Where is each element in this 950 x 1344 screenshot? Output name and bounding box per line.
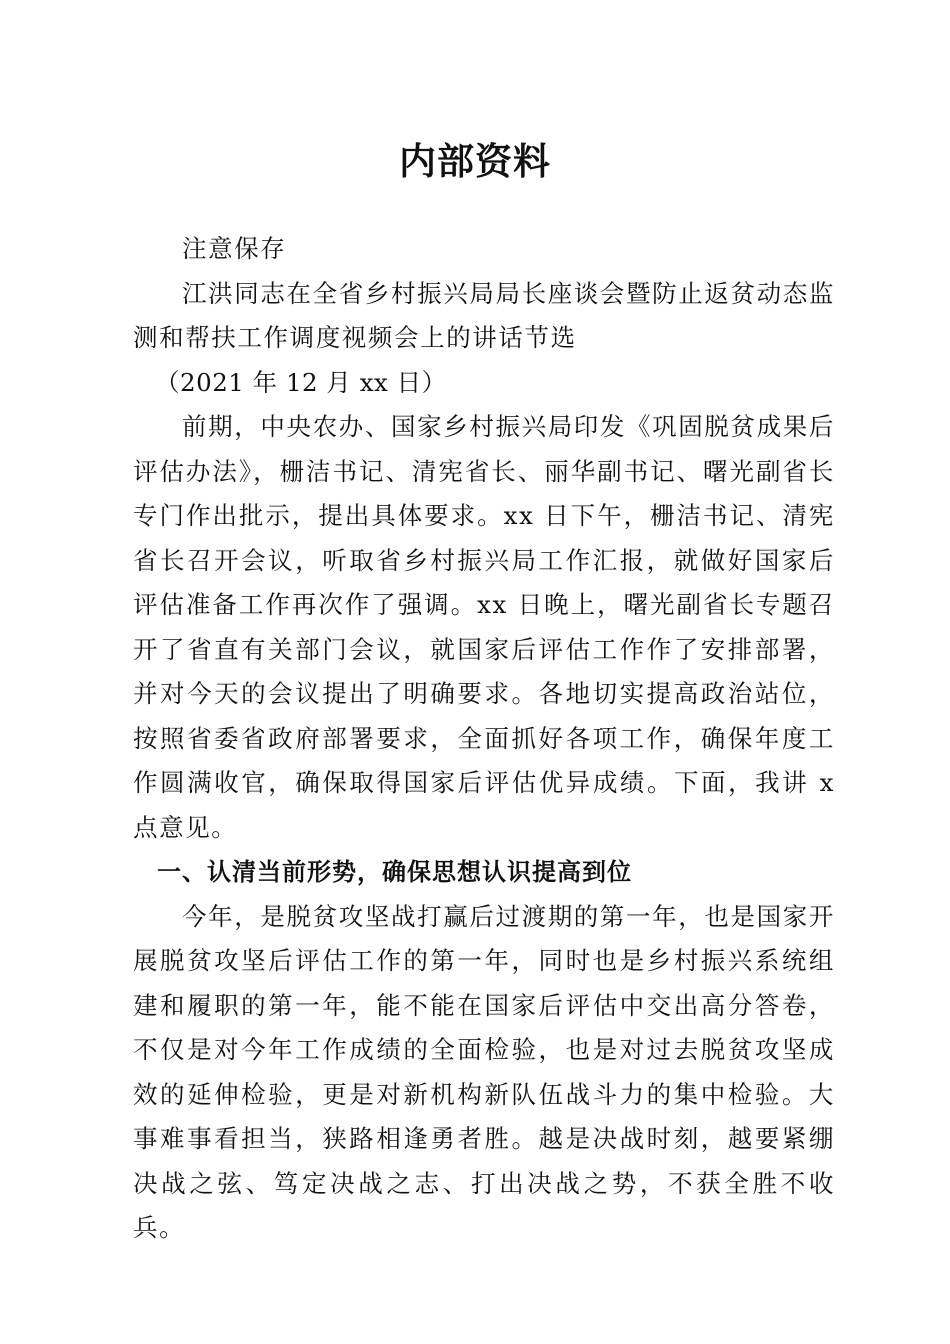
section-paragraph: 今年，是脱贫攻坚战打赢后过渡期的第一年，也是国家开展脱贫攻坚后评估工作的第一年，同时也是乡村振兴系统组建和履职的第一年，能不能在国家后评估中交出高分答卷，不仅是对今年工作成绩的全面检验，也是对过去脱贫攻坚成效的延伸检验，更是对新机构新队伍战斗力的集中检验。大事难事看担当，狭路相逢勇者胜。越是决战时刻，越要紧绷决战之弦、笃定决战之志、打出决战之势，不获全胜不收兵。	[133, 901, 835, 1242]
section-heading: 一、认清当前形势，确保思想认识提高到位	[157, 858, 632, 886]
document-body	[133, 227, 835, 1251]
speech-date: （2021 年 12 月 xx 日）	[155, 367, 447, 397]
intro-paragraph: 前期，中央农办、国家乡村振兴局印发《巩固脱贫成果后评估办法》，栅洁书记、清宪省长、丽华副书记、曙光副省长专门作出批示，提出具体要求。xx 日下午，栅洁书记、清宪省长召开会议，听取省乡村振兴局工作汇报，就做好国家后评估准备工作再次作了强调。xx 日晚上，曙光副省长专题召开了省直有关部门会议，就国家后评估工作作了安排部署，并对今天的会议提出了明确要求。各地切实提高政治站位，按照省委省政府部署要求，全面抓好各项工作，确保年度工作圆满收官，确保取得国家后评估优异成绩。下面，我讲 x 点意见。	[133, 412, 835, 842]
speech-subtitle: 江洪同志在全省乡村振兴局局长座谈会暨防止返贫动态监测和帮扶工作调度视频会上的讲话节选	[133, 278, 835, 352]
document-title: 内部资料	[399, 139, 551, 183]
notice-line: 注意保存	[182, 234, 287, 263]
